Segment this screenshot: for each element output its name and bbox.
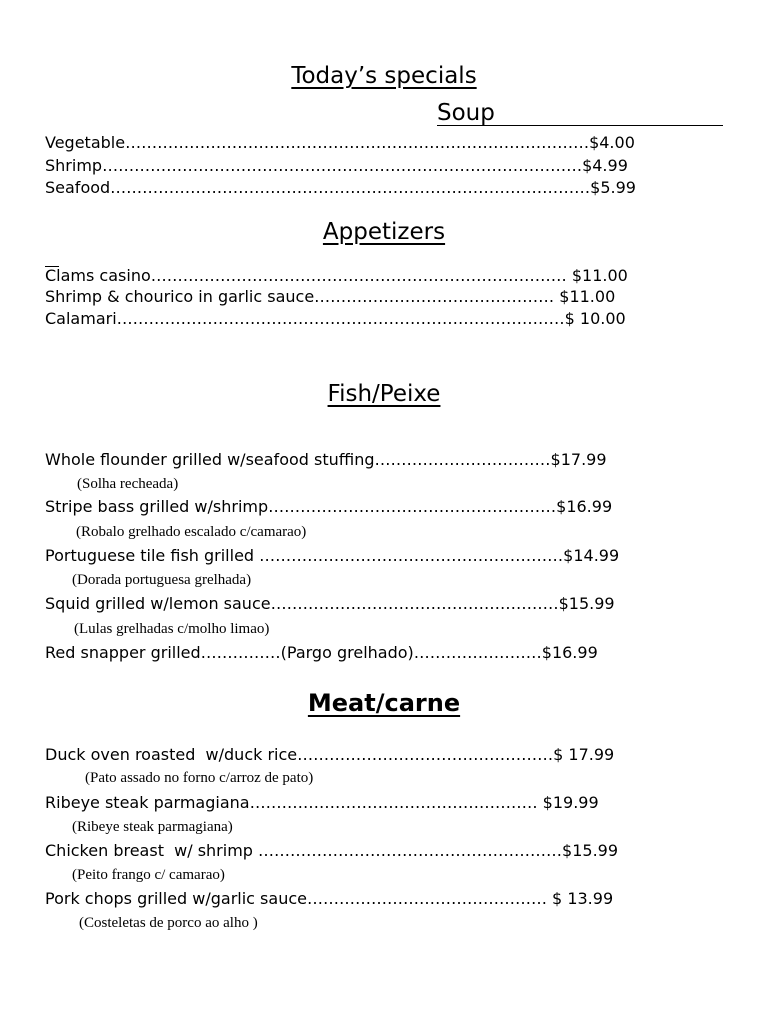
- appetizers-heading: Appetizers: [322, 219, 446, 245]
- meat-sub-chicken: (Peito frango c/ camarao): [72, 867, 225, 883]
- fish-item-red-snapper: Red snapper grilled……………(Pargo grelhado)……………………$16.99: [45, 643, 598, 662]
- fish-item-squid: Squid grilled w/lemon sauce………………………………………………$15.99: [45, 594, 615, 613]
- soup-item-vegetable: Vegetable……………………………………………………………………………$4.00: [45, 133, 635, 152]
- meat-item-ribeye: Ribeye steak parmagiana……………………………………………… $19.99: [45, 793, 599, 812]
- fish-item-stripe-bass: Stripe bass grilled w/shrimp………………………………………………$16.99: [45, 497, 613, 516]
- fish-heading: Fish/Peixe: [327, 381, 441, 407]
- meat-item-pork-chops: Pork chops grilled w/garlic sauce……………………………………… $ 13.99: [45, 889, 614, 908]
- fish-sub-squid: (Lulas grelhadas c/molho limao): [74, 621, 270, 637]
- menu-title: Today’s specials: [291, 63, 477, 89]
- soup-item-shrimp: Shrimp………………………………………………………………………………$4.99: [45, 156, 628, 175]
- fish-sub-tile-fish: (Dorada portuguesa grelhada): [72, 572, 252, 588]
- fish-sub-stripe-bass: (Robalo grelhado escalado c/camarao): [76, 524, 307, 540]
- appetizer-item-calamari: Calamari…………………………………………………………………………$ 10.00: [45, 309, 626, 328]
- meat-sub-duck: (Pato assado no forno c/arroz de pato): [85, 770, 314, 786]
- fish-item-flounder: Whole flounder grilled w/seafood stuffing……………………………$17.99: [45, 450, 607, 469]
- soup-item-seafood: Seafood………………………………………………………………………………$5.99: [45, 178, 636, 197]
- meat-sub-ribeye: (Ribeye steak parmagiana): [72, 819, 233, 835]
- fish-item-tile-fish: Portuguese tile fish grilled …………………………………………………$14.99: [45, 546, 620, 565]
- soup-heading: Soup: [437, 101, 723, 126]
- meat-item-chicken: Chicken breast w/ shrimp …………………………………………………$15.99: [45, 841, 619, 860]
- meat-sub-pork-chops: (Costeletas de porco ao alho ): [79, 915, 258, 931]
- appetizer-item-clams: Clams casino…………………………………………………………………… $11.00: [45, 266, 628, 285]
- meat-item-duck: Duck oven roasted w/duck rice…………………………………………$ 17.99: [45, 745, 615, 764]
- appetizer-item-shrimp-chourico: Shrimp & chourico in garlic sauce……………………………………… $11.00: [45, 287, 616, 306]
- fish-sub-flounder: (Solha recheada): [77, 476, 179, 492]
- meat-heading: Meat/carne: [307, 689, 461, 717]
